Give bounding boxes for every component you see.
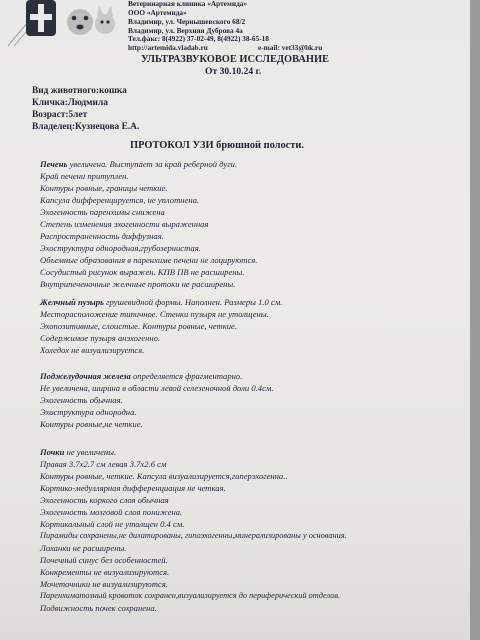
kidneys-line: Лоханки не расширены.: [40, 543, 127, 553]
animal-name: Кличка:Людмила: [32, 98, 108, 108]
gallbladder-line: Содержимое пузыря анэхогенно.: [40, 333, 161, 343]
clinic-logo: [8, 0, 120, 48]
cat-icon: [95, 14, 115, 34]
kidneys-line: Конкременты не визуализируются.: [40, 567, 170, 577]
kidneys-first-line: Почки не увеличены.: [40, 447, 117, 457]
background-edge: [470, 0, 480, 640]
clinic-address-1: Владимир, ул. Чернышевского 68/2: [128, 17, 246, 26]
clinic-address-2: Владимир, ул. Верхняя Дуброва 4а: [128, 26, 243, 35]
kidneys-line: Подвижность почек сохранена.: [40, 603, 157, 613]
kidneys-line: Кортикальный слой не утолщен 0.4 см.: [40, 519, 185, 529]
liver-line: Объемные образования в паренхиме печени не лоцируются.: [40, 255, 258, 265]
dog-icon: [67, 9, 93, 35]
owner-name: Владелец:Кузнецова Е.А.: [32, 122, 140, 132]
liver-label: Печень: [40, 159, 68, 169]
kidneys-line: Правая 3.7х2.7 см левая 3.7х2.6 см: [40, 459, 167, 469]
gallbladder-first-line: Желчный пузырь грушевидной формы. Наполнен. Размеры 1.0 см.: [40, 297, 283, 307]
pancreas-line: Эхогенность обычная.: [40, 395, 123, 405]
kidneys-line: Паренхиматозный кровоток сохранен,визуализируется до периферический отделов.: [40, 591, 341, 600]
kidneys-line: Почечный синус без особенностей.: [40, 555, 168, 565]
kidneys-line: Эхогенность мозговой слоя понижена.: [40, 507, 183, 517]
kidneys-label: Почки: [40, 447, 65, 457]
clinic-name: Ветеринарная клиника «Артемида»: [128, 0, 248, 8]
gallbladder-line: Эхопозитивные, слоистые. Контуры ровные, четкие.: [40, 321, 237, 331]
report-title: УЛЬТРАЗВУКОВОЕ ИССЛЕДОВАНИЕ: [141, 54, 329, 65]
kidneys-line: Мочеточники не визуализируются.: [40, 579, 168, 589]
kidneys-line: Пирамиды сохранены,не дилатированы, гипоэхогенны,минерализированы у основания.: [40, 531, 347, 540]
kidneys-line: Контуры ровные, четкие. Капсула визуализируется,гиперэхогенна..: [40, 471, 288, 481]
liver-line: Эхогенность паренхимы снижена: [40, 207, 165, 217]
clinic-phone: Тел.факс: 8(4922) 37-02-49, 8(4922) 38-65-18: [128, 34, 269, 43]
pancreas-line: Не увеличена, ширина в области левой селезеночной доли 0.4см.: [40, 383, 274, 393]
animal-age: Возраст:5лет: [32, 110, 88, 120]
liver-first-line: Печень увеличена. Выступает за край реберной дуги.: [40, 159, 238, 169]
liver-line: Распространенность диффузная.: [40, 231, 164, 241]
liver-line: Внутрипеченочные желчные протоки не расширены.: [40, 279, 236, 289]
liver-line: Контуры ровные, границы четкие.: [40, 183, 168, 193]
pancreas-line: Контуры ровные,не четкие.: [40, 419, 143, 429]
pancreas-line: Эхоструктура однородна.: [40, 407, 137, 417]
animal-type: Вид животного:кошка: [32, 86, 127, 96]
pancreas-label: Поджелудочная железа: [40, 371, 131, 381]
gallbladder-line: Месторасположение типичное. Стенки пузыря не утолщены.: [40, 309, 269, 319]
gallbladder-line: Холедох не визуализируется.: [40, 345, 145, 355]
report-date: От 30.10.24 г.: [205, 66, 262, 77]
clinic-website: http://artemida.vladab.ru: [128, 43, 208, 52]
clinic-org: ООО «Артемида»: [128, 8, 187, 17]
kidneys-line: Эхогенность коркого слоя обычная: [40, 495, 169, 505]
gallbladder-label: Желчный пузырь: [40, 297, 104, 307]
liver-line: Край печени притуплен.: [40, 171, 129, 181]
liver-line: Степень изменения эхогенности выраженная: [40, 219, 209, 229]
protocol-title: ПРОТОКОЛ УЗИ брюшной полости.: [130, 140, 304, 151]
pancreas-first-line: Поджелудочная железа определяется фрагментарно.: [40, 371, 243, 381]
kidneys-line: Кортико-медуллярная дифференциация не четкая.: [40, 483, 226, 493]
clinic-email: e-mail: vet33@bk.ru: [258, 43, 323, 52]
liver-line: Эхоструктура однородная,грубозернистая.: [40, 243, 201, 253]
liver-line: Сосудистый рисунок выражен. КПВ ПВ не расширены.: [40, 267, 245, 277]
liver-line: Капсула дифференцируется, не уплотнена.: [40, 195, 200, 205]
